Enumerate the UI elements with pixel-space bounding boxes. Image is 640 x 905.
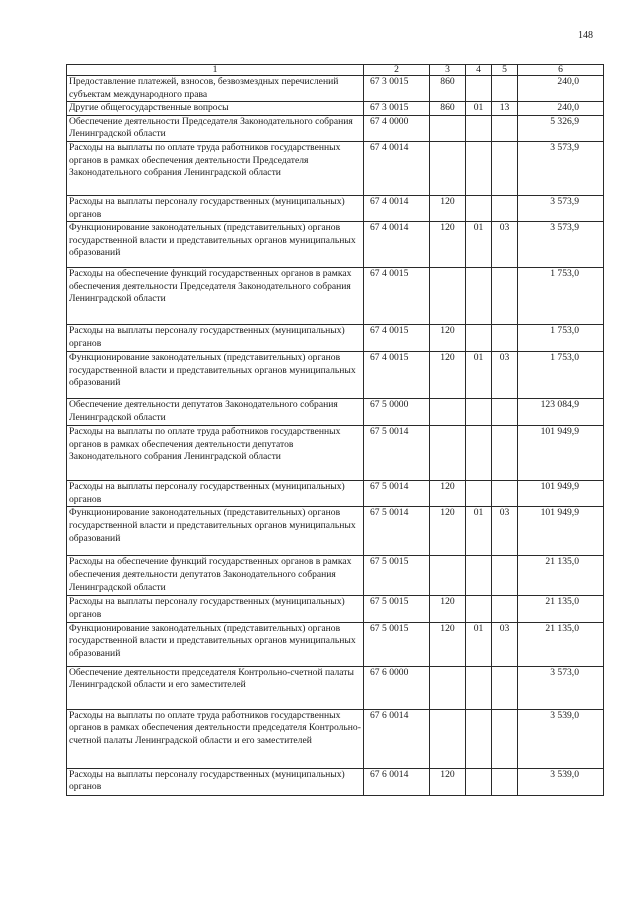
row-code: 67 6 0014 xyxy=(364,709,430,768)
row-name: Обеспечение деятельности председателя Контрольно-счетной палаты Ленинградской области и его заместителей xyxy=(67,666,364,709)
row-code: 67 4 0015 xyxy=(364,352,430,399)
row-rz xyxy=(466,268,492,325)
row-pr xyxy=(492,556,518,596)
row-name: Расходы на выплаты по оплате труда работников государственных органов в рамках обеспечения деятельности депутатов Законодательного собрания Ленинградской области xyxy=(67,426,364,481)
row-name: Другие общегосударственные вопросы xyxy=(67,102,364,116)
row-sum: 240,0 xyxy=(518,102,604,116)
row-vr: 120 xyxy=(430,481,466,507)
row-code: 67 4 0000 xyxy=(364,115,430,141)
row-vr: 860 xyxy=(430,102,466,116)
row-name: Расходы на выплаты по оплате труда работников государственных органов в рамках обеспечения деятельности председателя Контрольно-счетной палаты Ленинградской области и его заместителей xyxy=(67,709,364,768)
row-name: Расходы на обеспечение функций государственных органов в рамках обеспечения деятельности Председателя Законодательного собрания Ленинградской области xyxy=(67,268,364,325)
row-vr: 860 xyxy=(430,76,466,102)
row-pr xyxy=(492,426,518,481)
row-sum: 21 135,0 xyxy=(518,622,604,666)
row-sum: 101 949,9 xyxy=(518,426,604,481)
row-name: Функционирование законодательных (представительных) органов государственной власти и представительных органов муниципальных образований xyxy=(67,352,364,399)
header-col-6: 6 xyxy=(518,65,604,76)
row-vr xyxy=(430,115,466,141)
row-vr xyxy=(430,556,466,596)
row-vr xyxy=(430,268,466,325)
row-vr: 120 xyxy=(430,325,466,352)
row-name: Расходы на выплаты персоналу государственных (муниципальных) органов xyxy=(67,325,364,352)
row-pr: 13 xyxy=(492,102,518,116)
row-name: Функционирование законодательных (представительных) органов государственной власти и представительных органов муниципальных образований xyxy=(67,222,364,268)
row-vr: 120 xyxy=(430,507,466,556)
row-sum: 3 573,9 xyxy=(518,222,604,268)
row-code: 67 5 0015 xyxy=(364,556,430,596)
table-row xyxy=(67,399,604,426)
row-sum: 123 084,9 xyxy=(518,399,604,426)
row-rz xyxy=(466,709,492,768)
table-row xyxy=(67,141,604,195)
row-code: 67 4 0015 xyxy=(364,268,430,325)
row-rz: 01 xyxy=(466,622,492,666)
row-rz xyxy=(466,481,492,507)
row-sum: 101 949,9 xyxy=(518,507,604,556)
row-vr: 120 xyxy=(430,596,466,622)
row-sum: 3 573,9 xyxy=(518,141,604,195)
header-col-2: 2 xyxy=(364,65,430,76)
table-row xyxy=(67,195,604,221)
table-row xyxy=(67,556,604,596)
row-vr xyxy=(430,141,466,195)
row-name: Расходы на выплаты персоналу государственных (муниципальных) органов xyxy=(67,481,364,507)
row-name: Обеспечение деятельности депутатов Законодательного собрания Ленинградской области xyxy=(67,399,364,426)
table-row xyxy=(67,268,604,325)
row-name: Расходы на выплаты персоналу государственных (муниципальных) органов xyxy=(67,195,364,221)
row-pr xyxy=(492,76,518,102)
header-col-4: 4 xyxy=(466,65,492,76)
table-body xyxy=(67,76,604,796)
row-code: 67 4 0014 xyxy=(364,195,430,221)
row-vr: 120 xyxy=(430,768,466,795)
row-sum: 1 753,0 xyxy=(518,325,604,352)
row-pr xyxy=(492,709,518,768)
row-pr xyxy=(492,325,518,352)
row-pr xyxy=(492,195,518,221)
row-sum: 21 135,0 xyxy=(518,596,604,622)
row-sum: 3 539,0 xyxy=(518,709,604,768)
table-row xyxy=(67,115,604,141)
table-row xyxy=(67,352,604,399)
row-pr xyxy=(492,666,518,709)
row-code: 67 5 0014 xyxy=(364,507,430,556)
row-rz: 01 xyxy=(466,102,492,116)
row-name: Расходы на выплаты персоналу государственных (муниципальных) органов xyxy=(67,768,364,795)
row-sum: 21 135,0 xyxy=(518,556,604,596)
row-rz xyxy=(466,596,492,622)
row-name: Функционирование законодательных (представительных) органов государственной власти и представительных органов муниципальных образований xyxy=(67,507,364,556)
row-pr xyxy=(492,596,518,622)
row-rz: 01 xyxy=(466,222,492,268)
row-pr xyxy=(492,768,518,795)
row-pr xyxy=(492,481,518,507)
table-row xyxy=(67,481,604,507)
row-rz: 01 xyxy=(466,507,492,556)
table-row xyxy=(67,622,604,666)
budget-table xyxy=(66,64,604,796)
header-col-5: 5 xyxy=(492,65,518,76)
row-rz xyxy=(466,141,492,195)
row-vr: 120 xyxy=(430,195,466,221)
page-number: 148 xyxy=(578,30,593,41)
row-vr: 120 xyxy=(430,222,466,268)
row-sum: 101 949,9 xyxy=(518,481,604,507)
row-rz xyxy=(466,76,492,102)
row-code: 67 5 0014 xyxy=(364,481,430,507)
row-vr xyxy=(430,666,466,709)
row-sum: 240,0 xyxy=(518,76,604,102)
table-row xyxy=(67,222,604,268)
row-vr: 120 xyxy=(430,352,466,399)
row-code: 67 3 0015 xyxy=(364,102,430,116)
row-pr: 03 xyxy=(492,222,518,268)
row-sum: 3 539,0 xyxy=(518,768,604,795)
row-sum: 3 573,9 xyxy=(518,195,604,221)
row-vr xyxy=(430,399,466,426)
row-name: Предоставление платежей, взносов, безвозмездных перечислений субъектам международного права xyxy=(67,76,364,102)
row-rz xyxy=(466,399,492,426)
row-code: 67 6 0014 xyxy=(364,768,430,795)
row-sum: 1 753,0 xyxy=(518,268,604,325)
row-pr xyxy=(492,268,518,325)
row-rz xyxy=(466,426,492,481)
row-pr: 03 xyxy=(492,507,518,556)
row-pr xyxy=(492,141,518,195)
row-vr xyxy=(430,709,466,768)
row-code: 67 3 0015 xyxy=(364,76,430,102)
table-row xyxy=(67,507,604,556)
row-name: Обеспечение деятельности Председателя Законодательного собрания Ленинградской области xyxy=(67,115,364,141)
row-code: 67 5 0014 xyxy=(364,426,430,481)
row-rz: 01 xyxy=(466,352,492,399)
table-row xyxy=(67,596,604,622)
row-name: Функционирование законодательных (представительных) органов государственной власти и представительных органов муниципальных образований xyxy=(67,622,364,666)
row-code: 67 4 0014 xyxy=(364,222,430,268)
row-rz xyxy=(466,666,492,709)
row-sum: 5 326,9 xyxy=(518,115,604,141)
row-name: Расходы на выплаты персоналу государственных (муниципальных) органов xyxy=(67,596,364,622)
table-row xyxy=(67,666,604,709)
table-row xyxy=(67,768,604,795)
row-name: Расходы на обеспечение функций государственных органов в рамках обеспечения деятельности депутатов Законодательного собрания Ленинградской области xyxy=(67,556,364,596)
table-row xyxy=(67,709,604,768)
row-vr xyxy=(430,426,466,481)
row-vr: 120 xyxy=(430,622,466,666)
row-code: 67 6 0000 xyxy=(364,666,430,709)
header-col-3: 3 xyxy=(430,65,466,76)
row-pr xyxy=(492,399,518,426)
row-name: Расходы на выплаты по оплате труда работников государственных органов в рамках обеспечения деятельности Председателя Законодательного собрания Ленинградской области xyxy=(67,141,364,195)
row-code: 67 4 0015 xyxy=(364,325,430,352)
row-pr: 03 xyxy=(492,352,518,399)
table-row xyxy=(67,76,604,102)
table-header-row xyxy=(67,65,604,76)
row-pr xyxy=(492,115,518,141)
row-code: 67 4 0014 xyxy=(364,141,430,195)
row-rz xyxy=(466,768,492,795)
row-rz xyxy=(466,195,492,221)
row-rz xyxy=(466,556,492,596)
table-row xyxy=(67,426,604,481)
row-rz xyxy=(466,115,492,141)
row-code: 67 5 0000 xyxy=(364,399,430,426)
row-sum: 3 573,0 xyxy=(518,666,604,709)
row-rz xyxy=(466,325,492,352)
table-row xyxy=(67,325,604,352)
row-code: 67 5 0015 xyxy=(364,596,430,622)
row-pr: 03 xyxy=(492,622,518,666)
row-sum: 1 753,0 xyxy=(518,352,604,399)
row-code: 67 5 0015 xyxy=(364,622,430,666)
header-col-1: 1 xyxy=(67,65,364,76)
table-row xyxy=(67,102,604,116)
